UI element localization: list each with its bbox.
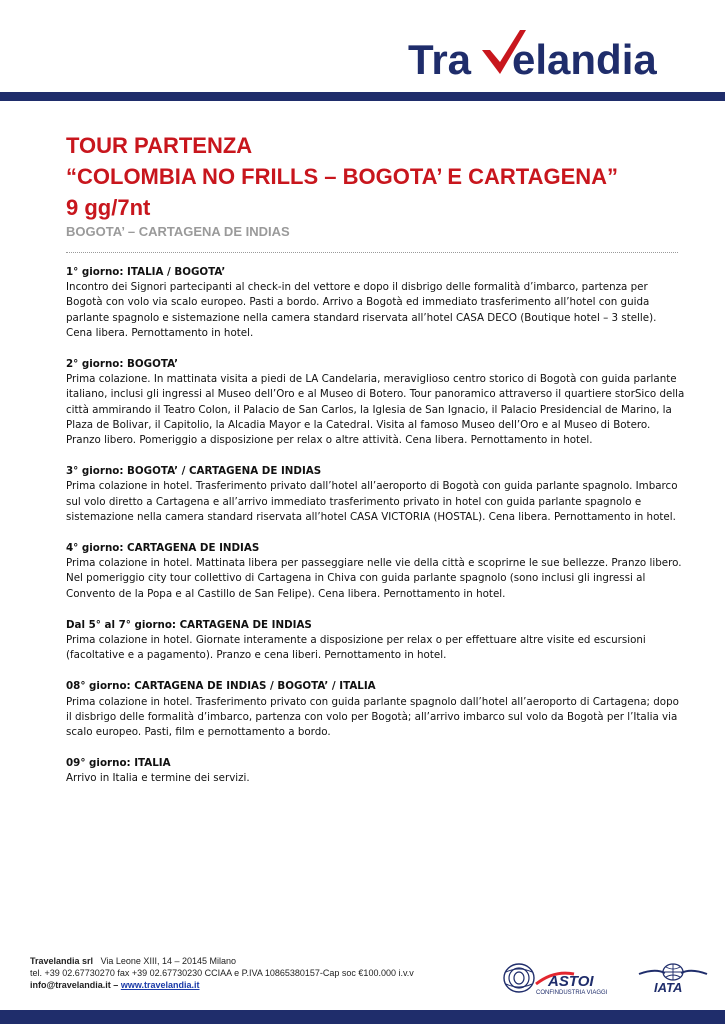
title-line-3: 9 gg/7nt	[66, 195, 151, 220]
day-8	[66, 679, 686, 740]
footer	[30, 955, 414, 991]
day-5-7	[66, 618, 686, 664]
footer-company: Travelandia srl	[30, 956, 94, 966]
footer-address: Via Leone XIII, 14 – 20145 Milano	[100, 956, 236, 966]
confindustria-logo	[502, 962, 536, 994]
day-3	[66, 464, 686, 525]
footer-website-link[interactable]: www.travelandia.it	[120, 980, 200, 990]
day-title: 2° giorno: BOGOTA’	[66, 358, 179, 371]
day-text: Prima colazione in hotel. Trasferimento privato con guida parlante spagnolo dall’hotel all’aeroporto di Cartagena; dopo il disbrigo delle formalità d’imbarco, partenza con volo per Bogotà; all’arrivo imbarco sul volo da Bogotà per l’Italia via scalo europeo. Pasti, film e pernottamento a bordo.	[66, 695, 679, 739]
logo-text-pre: Tra	[408, 36, 472, 83]
day-9	[66, 756, 686, 786]
iata-text: IATA	[654, 980, 683, 994]
day-title: 3° giorno: BOGOTA’ / CARTAGENA DE INDIAS	[66, 465, 322, 478]
astoi-text: ASTOI	[548, 973, 594, 990]
dotted-divider	[66, 252, 678, 253]
day-text: Prima colazione in hotel. Giornate interamente a disposizione per relax o per effettuare altre visite ed escursioni (facoltative e a pagamento). Pranzo e cena liberi. Pernottamento in hotel.	[66, 634, 646, 662]
day-title: 09° giorno: ITALIA	[66, 757, 171, 770]
page-title	[66, 130, 706, 223]
day-1	[66, 265, 686, 341]
day-2	[66, 357, 686, 448]
astoi-logo	[534, 964, 626, 996]
bottom-bar	[0, 1010, 725, 1024]
day-text: Prima colazione in hotel. Trasferimento privato dall’hotel all’aeroporto di Bogotà con guida parlante spagnolo. Imbarco sul volo diretto a Cartagena e all’arrivo immediato trasferimento privato in hotel con guida parlante spagnolo e sistemazione nella camera standard riservata all’hotel CASA VICTORIA (HOSTAL). Cena libera. Pernottamento in hotel.	[66, 480, 678, 523]
day-title: 1° giorno: ITALIA / BOGOTA’	[66, 266, 226, 278]
footer-separator: –	[110, 980, 121, 990]
title-line-1: TOUR PARTENZA	[66, 133, 253, 158]
footer-email[interactable]: info@travelandia.it	[30, 980, 111, 990]
subtitle: BOGOTA’ – CARTAGENA DE INDIAS	[66, 224, 290, 239]
day-text: Prima colazione in hotel. Mattinata libera per passeggiare nelle vie della città e scoprirne le sue bellezze. Pranzo libero. Nel pomeriggio city tour collettivo di Cartagena in Chiva con guida parlante spagnolo (sono inclusi gli ingressi al Convento de la Popa e al Castillo de San Felipe). Cena libera. Pernottamento in hotel.	[66, 557, 682, 600]
day-text: Incontro dei Signori partecipanti al check-in del vettore e dopo il disbrigo delle formalità d’imbarco, partenza per Bogotà con volo via scalo europeo. Pasti a bordo. Arrivo a Bogotà ed immediato trasferimento all’hotel con guida parlante spagnolo e sistemazione nella camera standard riservata all’hotel CASA DECO (Boutique hotel – 3 stelle). Cena libera. Pernottamento in hotel.	[66, 281, 657, 339]
day-4	[66, 541, 686, 602]
footer-line-3	[30, 979, 414, 991]
day-text: Arrivo in Italia e termine dei servizi.	[66, 772, 250, 785]
itinerary	[66, 265, 686, 803]
logo-text-post: elandia	[512, 36, 657, 83]
day-title: Dal 5° al 7° giorno: CARTAGENA DE INDIAS	[66, 618, 312, 631]
footer-contacts: tel. +39 02.67730270 fax +39 02.67730230 CCIAA e P.IVA 10865380157-Cap soc €100.000 i.v.v	[30, 968, 414, 978]
top-bar	[0, 92, 725, 101]
title-line-2: “COLOMBIA NO FRILLS – BOGOTA’ E CARTAGENA”	[66, 164, 619, 189]
travelandia-logo	[408, 24, 670, 84]
astoi-subtext: CONFINDUSTRIA VIAGGI	[536, 990, 608, 996]
day-title: 08° giorno: CARTAGENA DE INDIAS / BOGOTA’ / ITALIA	[66, 680, 376, 693]
footer-line-1	[30, 955, 414, 967]
day-title: 4° giorno: CARTAGENA DE INDIAS	[66, 542, 260, 555]
iata-logo	[637, 962, 709, 994]
day-text: Prima colazione. In mattinata visita a piedi de LA Candelaria, meraviglioso centro storico di Bogotà con guida parlante italiano, inclusi gli ingressi al Museo dell’Oro e al Museo di Botero. Tour panoramico attraverso il quartiere storSico della città ammirando il Teatro Colon, il Palacio de San Carlos, la Iglesia de San Ignacio, il Palacio Presidencial de Marino, la Plaza de Bolivar, il Capitolio, la Alcadia Mayor e la Catedral. Visita al famoso Museo dell’Oro e al Museo di Botero. Pranzo libero. Pomeriggio a disposizione per relax o altre attività. Cena libera. Pernottamento in hotel.	[66, 373, 685, 447]
